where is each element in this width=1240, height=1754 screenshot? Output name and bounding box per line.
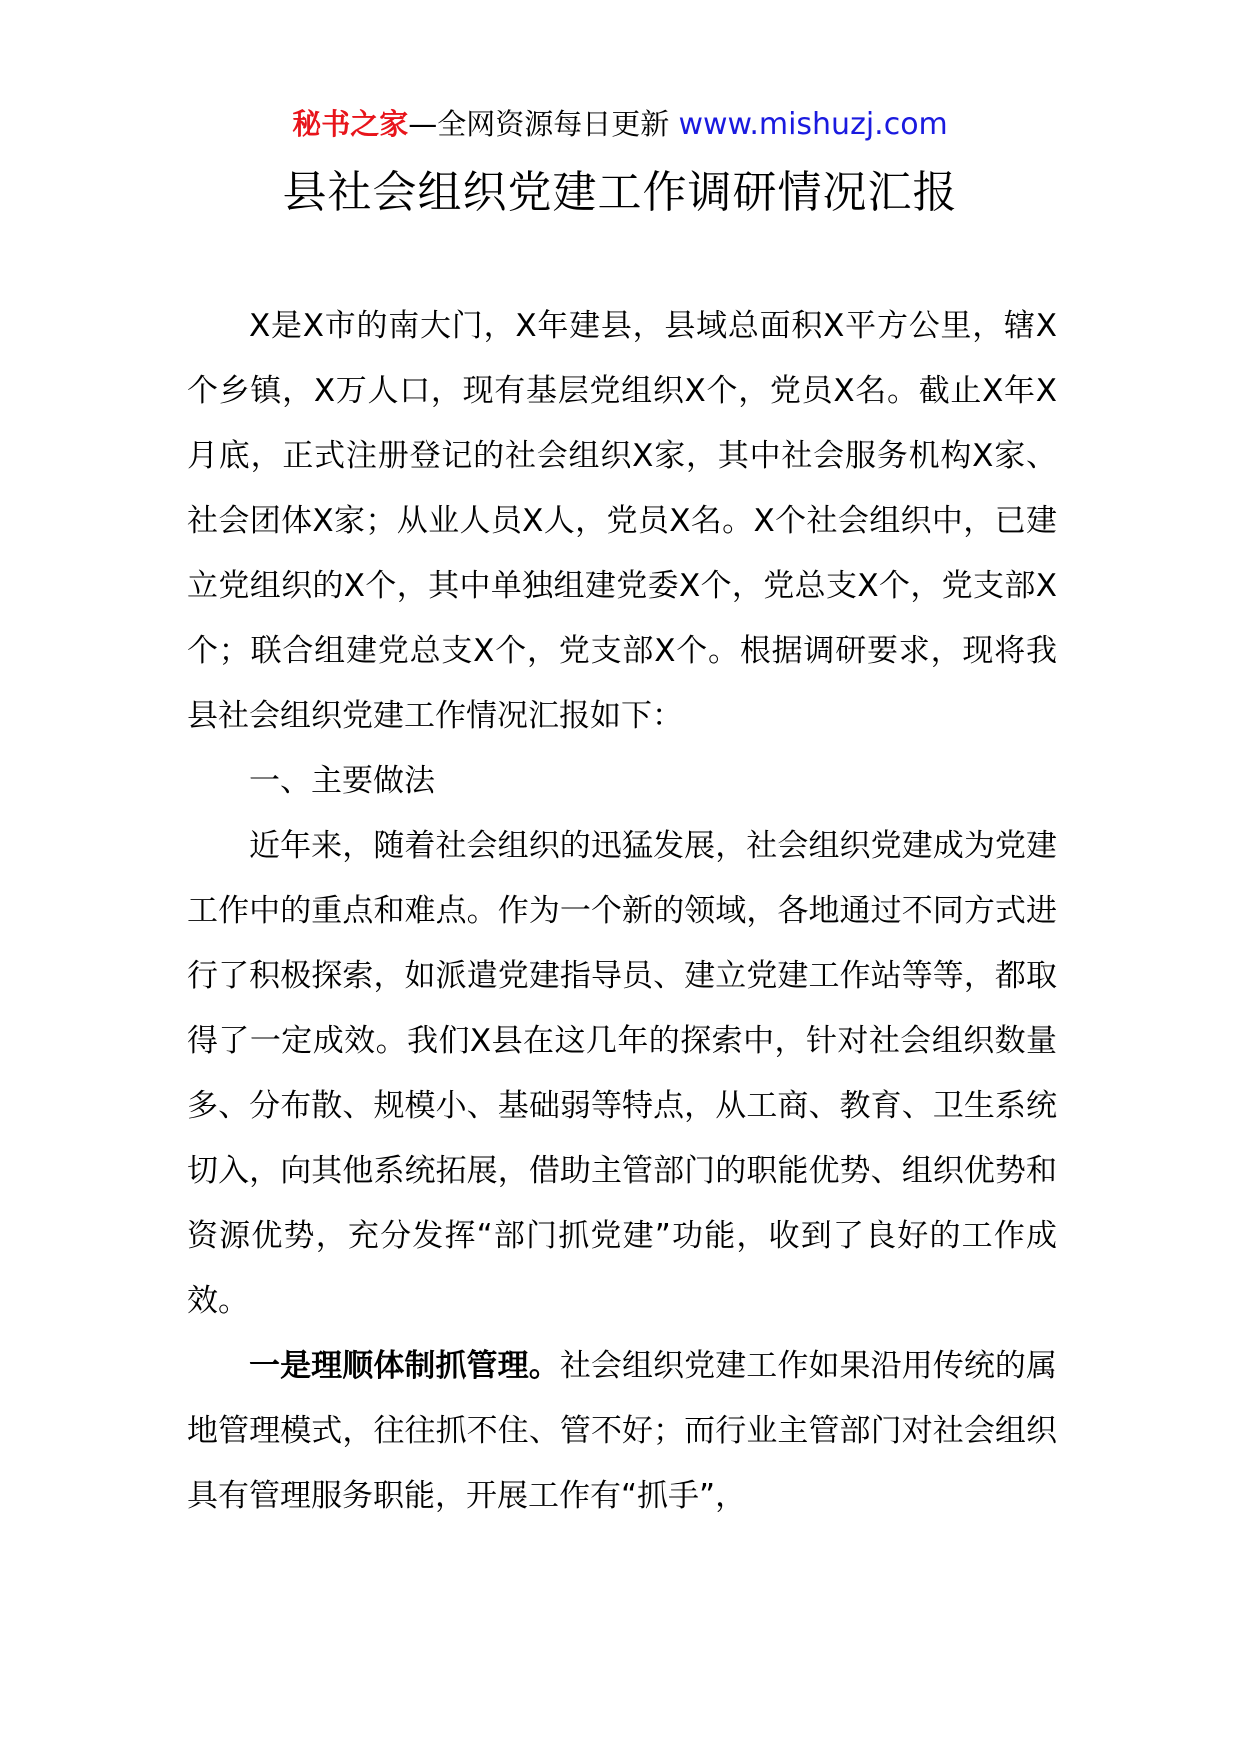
paragraph-text: 近年来，随着社会组织的迅猛发展，社会组织党建成为党建工作中的重点和难点。作为一个新的领域，各地通过不同方式进行了积极探索，如派遣党建指导员、建立党建工作站等等，都取得了一定成效。我们X县在这几年的探索中，针对社会组织数量多、分布散、规模小、基础弱等特点，从工商、教育、卫生系统切入，向其他系统拓展，借助主管部门的职能优势、组织优势和资源优势，充分发挥“部门抓党建”功能，收到了良好的工作成效。 [187, 828, 1057, 1319]
site-header [0, 104, 1240, 145]
paragraph-lead: 一是理顺体制抓管理。 [249, 1348, 560, 1384]
section-heading-text: 一、主要做法 [249, 763, 435, 799]
body-paragraph [187, 1334, 1057, 1529]
intro-paragraph [187, 294, 1057, 749]
section-heading [187, 749, 1057, 814]
site-url-link[interactable]: www.mishuzj.com [678, 107, 948, 142]
paragraph-text: X是X市的南大门，X年建县，县域总面积X平方公里，辖X个乡镇，X万人口，现有基层党组织X个，党员X名。截止X年X月底，正式注册登记的社会组织X家，其中社会服务机构X家、社会团体X家；从业人员X人，党员X名。X个社会组织中，已建立党组织的X个，其中单独组建党委X个，党总支X个，党支部X个；联合组建党总支X个，党支部X个。根据调研要求，现将我县社会组织党建工作情况汇报如下： [187, 308, 1057, 734]
paragraph-text: 社会组织党建工作如果沿用传统的属地管理模式，往往抓不住、管不好；而行业主管部门对社会组织具有管理服务职能，开展工作有“抓手”， [187, 1348, 1058, 1514]
document-body [187, 294, 1057, 1529]
document-title: 县社会组织党建工作调研情况汇报 [282, 167, 958, 218]
body-paragraph [187, 814, 1057, 1334]
brand-name: 秘书之家 [292, 107, 409, 141]
brand-slogan: —全网资源每日更新 [408, 107, 679, 141]
